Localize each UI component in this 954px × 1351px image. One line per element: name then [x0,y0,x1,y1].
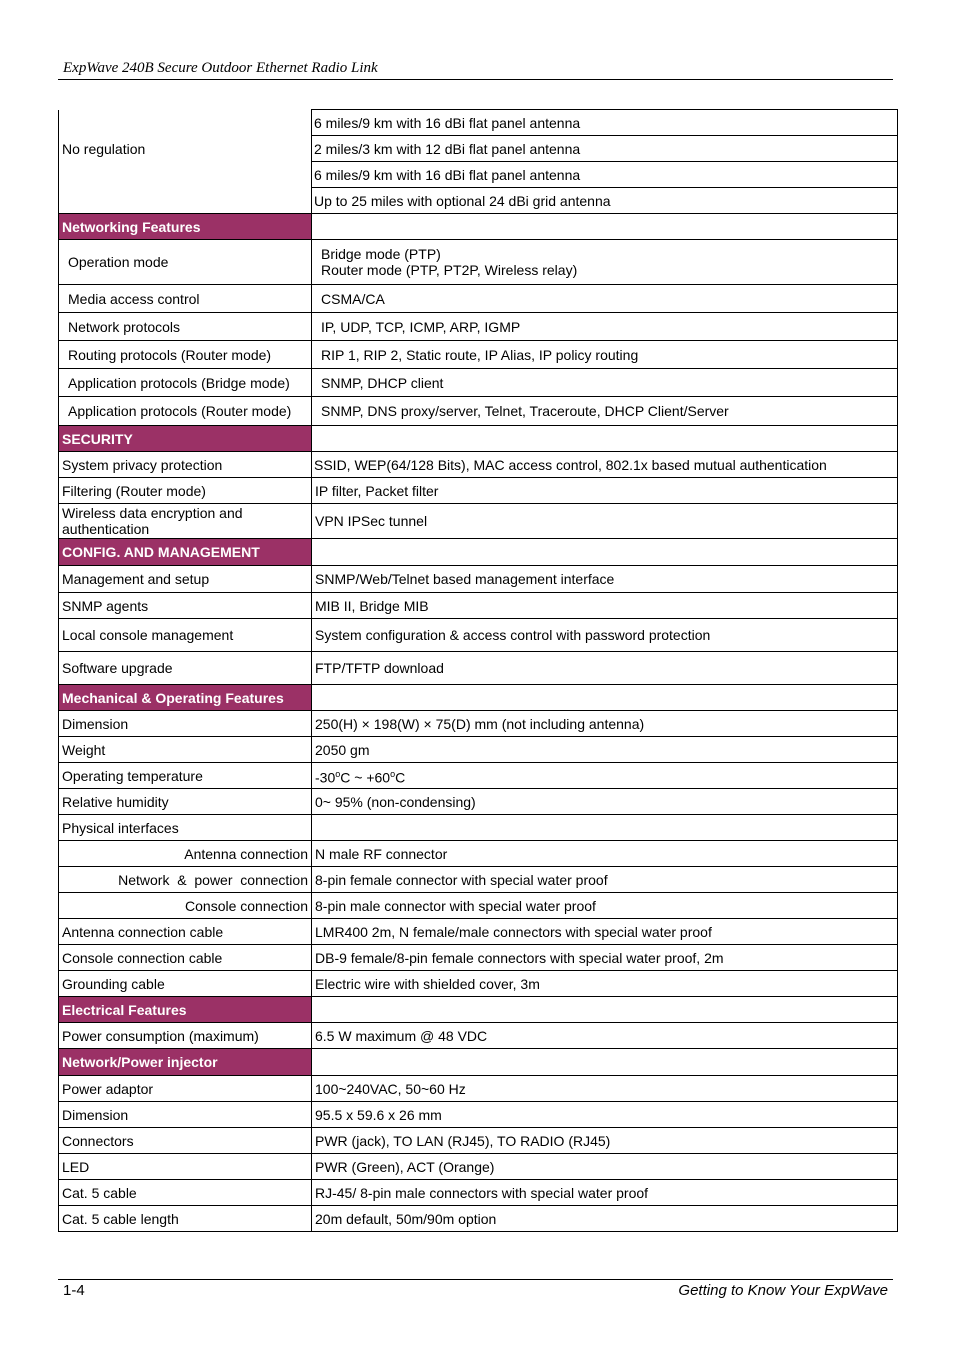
row-value [312,815,898,841]
row-label: Power consumption (maximum) [59,1023,312,1049]
row-value: 2 miles/3 km with 12 dBi flat panel antenna [312,136,898,162]
section-header-empty [312,997,898,1023]
table-row [59,893,898,919]
table-row [59,313,898,341]
row-value: LMR400 2m, N female/male connectors with special water proof [312,919,898,945]
table-row [59,1102,898,1128]
row-value: 6.5 W maximum @ 48 VDC [312,1023,898,1049]
row-label: Operating temperature [59,763,312,789]
row-label: Console connection cable [59,945,312,971]
row-value: DB-9 female/8-pin female connectors with special water proof, 2m [312,945,898,971]
row-value: 0~ 95% (non-condensing) [312,789,898,815]
table-row [59,919,898,945]
row-label: SNMP agents [59,593,312,619]
header-rule [58,79,893,80]
table-row [59,619,898,652]
table-row [59,1128,898,1154]
document-header-title: ExpWave 240B Secure Outdoor Ethernet Radio Link [63,60,378,76]
row-value: 6 miles/9 km with 16 dBi flat panel antenna [312,162,898,188]
table-row [59,452,898,478]
row-value: SNMP, DHCP client [312,369,898,397]
row-value: SNMP/Web/Telnet based management interface [312,566,898,593]
table-row [59,341,898,369]
table-row [59,1023,898,1049]
table-row [59,188,898,214]
row-label: Console connection [59,893,312,919]
table-row [59,971,898,997]
row-label: Network & power connection [59,867,312,893]
row-label: Management and setup [59,566,312,593]
degree-symbol: o [390,768,396,779]
table-row [59,1076,898,1102]
temp-max: C ~ +60 [340,769,391,786]
row-label: Routing protocols (Router mode) [59,341,312,369]
section-header-row [59,685,898,711]
section-header-row [59,426,898,452]
row-value: IP filter, Packet filter [312,478,898,504]
section-header-row [59,214,898,240]
section-heading-security: SECURITY [59,426,312,452]
row-label: Network protocols [59,313,312,341]
footer-rule [58,1279,893,1280]
section-header-row [59,997,898,1023]
row-label: LED [59,1154,312,1180]
section-header-empty [312,685,898,711]
row-label: Power adaptor [59,1076,312,1102]
row-label: Dimension [59,1102,312,1128]
row-label: Grounding cable [59,971,312,997]
row-label: Cat. 5 cable length [59,1206,312,1232]
table-row [59,478,898,504]
row-label: Physical interfaces [59,815,312,841]
section-header-empty [312,1049,898,1076]
row-label: Local console management [59,619,312,652]
table-row [59,285,898,313]
table-row [59,1180,898,1206]
table-row [59,945,898,971]
row-value: CSMA/CA [312,285,898,313]
row-value: 8-pin male connector with special water proof [312,893,898,919]
row-label: Relative humidity [59,789,312,815]
section-heading-electrical: Electrical Features [59,997,312,1023]
row-label: Operation mode [59,240,312,285]
row-value: PWR (jack), TO LAN (RJ45), TO RADIO (RJ45) [312,1128,898,1154]
row-label-line: Wireless data encryption and [62,505,243,521]
degree-symbol: o [335,768,341,779]
row-value: VPN IPSec tunnel [312,504,898,539]
row-label [59,504,312,539]
table-row [59,1206,898,1232]
section-heading-config: CONFIG. AND MANAGEMENT [59,539,312,566]
row-label-no-regulation: No regulation [59,110,312,188]
temp-min: -30 [315,769,336,786]
table-row [59,815,898,841]
table-row [59,652,898,685]
table-row [59,240,898,285]
row-label: Media access control [59,285,312,313]
table-row [59,1154,898,1180]
row-value [312,240,898,285]
row-value: FTP/TFTP download [312,652,898,685]
row-value-line: Router mode (PTP, PT2P, Wireless relay) [321,262,578,278]
table-row [59,369,898,397]
row-value: MIB II, Bridge MIB [312,593,898,619]
section-header-empty [312,426,898,452]
table-row [59,867,898,893]
row-value: 250(H) × 198(W) × 75(D) mm (not including antenna) [312,711,898,737]
row-value: IP, UDP, TCP, ICMP, ARP, IGMP [312,313,898,341]
row-label: Antenna connection cable [59,919,312,945]
table-row [59,841,898,867]
section-heading-mechanical: Mechanical & Operating Features [59,685,312,711]
row-label: Cat. 5 cable [59,1180,312,1206]
page-number: 1-4 [63,1282,85,1299]
table-row [59,504,898,539]
table-row [59,566,898,593]
row-label: Application protocols (Router mode) [59,397,312,426]
table-row [59,711,898,737]
row-label: System privacy protection [59,452,312,478]
row-value: 8-pin female connector with special water proof [312,867,898,893]
row-value: 100~240VAC, 50~60 Hz [312,1076,898,1102]
row-value: Electric wire with shielded cover, 3m [312,971,898,997]
row-value: RIP 1, RIP 2, Static route, IP Alias, IP policy routing [312,341,898,369]
section-heading-injector: Network/Power injector [59,1049,312,1076]
table-row [59,593,898,619]
specifications-table [58,109,898,1232]
section-header-empty [312,214,898,240]
row-label: Software upgrade [59,652,312,685]
row-label: Weight [59,737,312,763]
row-value: System configuration & access control with password protection [312,619,898,652]
row-value: Up to 25 miles with optional 24 dBi grid antenna [312,188,898,214]
row-value: 6 miles/9 km with 16 dBi flat panel antenna [312,110,898,136]
row-value: SSID, WEP(64/128 Bits), MAC access control, 802.1x based mutual authentication [312,452,898,478]
table-row [59,763,898,789]
section-header-row [59,539,898,566]
row-label: Application protocols (Bridge mode) [59,369,312,397]
table-row [59,397,898,426]
temp-unit: C [395,769,406,786]
row-value: 95.5 x 59.6 x 26 mm [312,1102,898,1128]
row-label-line: authentication [62,521,150,537]
row-value: SNMP, DNS proxy/server, Telnet, Traceroute, DHCP Client/Server [312,397,898,426]
row-label: Connectors [59,1128,312,1154]
row-label-empty [59,188,312,214]
row-label: Antenna connection [59,841,312,867]
table-row [59,737,898,763]
footer-chapter-title: Getting to Know Your ExpWave [678,1282,888,1299]
table-row [59,789,898,815]
row-value: 20m default, 50m/90m option [312,1206,898,1232]
row-value-line: Bridge mode (PTP) [321,246,441,262]
section-heading-networking: Networking Features [59,214,312,240]
row-value-temperature [312,763,898,789]
row-label: Dimension [59,711,312,737]
row-value: N male RF connector [312,841,898,867]
row-label: Filtering (Router mode) [59,478,312,504]
row-value: RJ-45/ 8-pin male connectors with special water proof [312,1180,898,1206]
section-header-empty [312,539,898,566]
row-value: PWR (Green), ACT (Orange) [312,1154,898,1180]
row-value: 2050 gm [312,737,898,763]
section-header-row [59,1049,898,1076]
table-row [59,110,898,136]
